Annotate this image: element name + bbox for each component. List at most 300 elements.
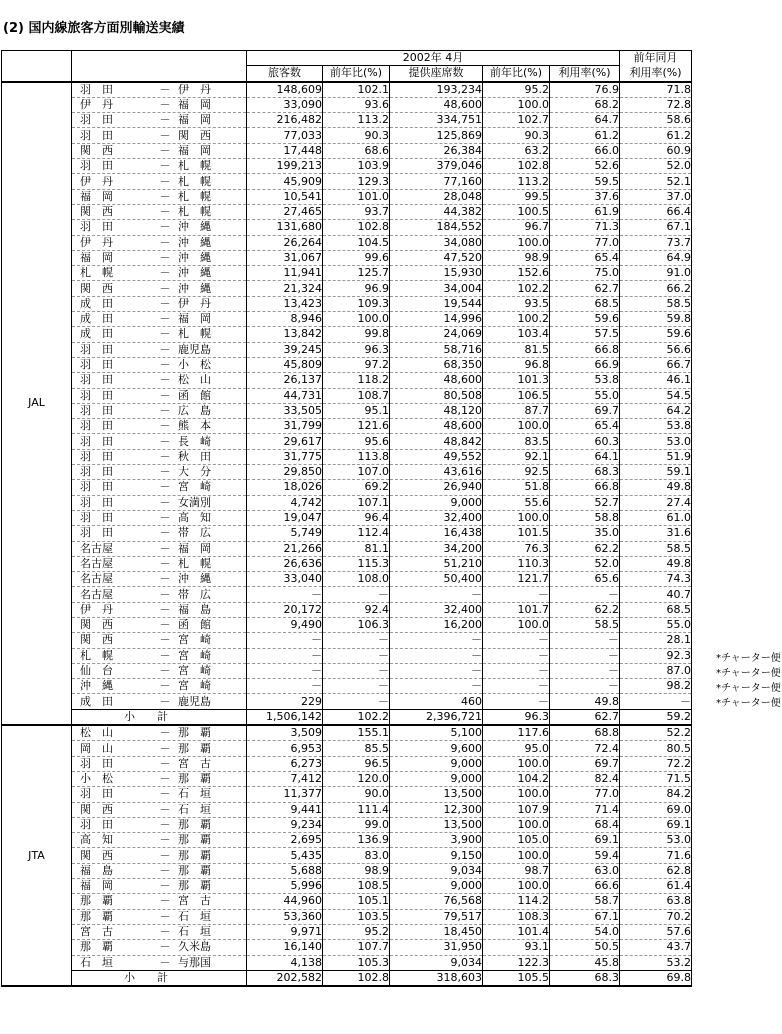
passengers-cell: － — [247, 679, 323, 694]
prev-year-load-cell: 69.0 — [620, 802, 692, 817]
seat-yoy-cell: － — [483, 648, 550, 663]
route — [72, 419, 246, 433]
load-factor-cell: 68.3 — [550, 465, 620, 480]
route-dash: － — [159, 174, 171, 188]
table-row — [2, 602, 692, 617]
passengers-cell: 11,377 — [247, 787, 323, 802]
passenger-yoy-cell: 93.7 — [323, 204, 390, 219]
route-cell — [72, 296, 247, 311]
route-cell — [72, 909, 247, 924]
route-destination: 宮 崎 — [178, 679, 211, 693]
seat-yoy-cell: 100.0 — [483, 787, 550, 802]
load-factor-cell: － — [550, 679, 620, 694]
passenger-yoy-cell: 108.7 — [323, 388, 390, 403]
table-row — [2, 694, 692, 709]
prev-year-load-cell: 59.8 — [620, 312, 692, 327]
charter-note: *チャーター便 — [716, 698, 781, 709]
subtotal-load-factor: 68.3 — [550, 970, 620, 986]
header-prev-year-1: 前年同月 — [620, 51, 692, 66]
seats-cell: 77,160 — [390, 174, 483, 189]
seat-yoy-cell: 101.5 — [483, 526, 550, 541]
route-destination: 石 垣 — [178, 925, 211, 939]
route-dash: － — [159, 358, 171, 372]
prev-year-load-cell: 53.8 — [620, 419, 692, 434]
prev-year-load-cell: 92.3 — [620, 648, 692, 663]
seat-yoy-cell: 93.1 — [483, 940, 550, 955]
table-row — [2, 787, 692, 802]
seats-cell: 9,000 — [390, 495, 483, 510]
subtotal-load-factor: 62.7 — [550, 709, 620, 725]
load-factor-cell: 52.7 — [550, 495, 620, 510]
passenger-yoy-cell: 99.0 — [323, 817, 390, 832]
seat-yoy-cell: 100.0 — [483, 235, 550, 250]
route-destination: 秋 田 — [178, 449, 211, 463]
passenger-yoy-cell: 101.0 — [323, 189, 390, 204]
route-dash: － — [159, 480, 171, 494]
route-origin: 羽 田 — [80, 495, 113, 509]
passengers-cell: － — [247, 663, 323, 678]
route-dash: － — [159, 281, 171, 295]
passenger-yoy-cell: 99.6 — [323, 250, 390, 265]
prev-year-load-cell: 46.1 — [620, 373, 692, 388]
seat-yoy-cell: 104.2 — [483, 771, 550, 786]
passengers-cell: 11,941 — [247, 266, 323, 281]
passengers-cell: 9,490 — [247, 617, 323, 632]
prev-year-load-cell: 84.2 — [620, 787, 692, 802]
route-dash: － — [159, 98, 171, 112]
route-origin: 成 田 — [80, 296, 113, 310]
passenger-yoy-cell: 107.1 — [323, 495, 390, 510]
route — [72, 787, 246, 801]
seats-cell: 193,234 — [390, 82, 483, 98]
seat-yoy-cell: 117.6 — [483, 725, 550, 741]
load-factor-cell: 59.6 — [550, 312, 620, 327]
seat-yoy-cell: 102.2 — [483, 281, 550, 296]
passengers-cell: 26,636 — [247, 556, 323, 571]
passengers-cell: 33,040 — [247, 572, 323, 587]
load-factor-cell: 69.7 — [550, 756, 620, 771]
route-cell — [72, 771, 247, 786]
route-dash: － — [159, 648, 171, 662]
route-destination: 宮 崎 — [178, 633, 211, 647]
airline-cell: JTA — [2, 725, 72, 986]
passenger-yoy-cell: 96.4 — [323, 510, 390, 525]
subtotal-row — [2, 709, 692, 725]
route-dash: － — [159, 787, 171, 801]
load-factor-cell: 59.5 — [550, 174, 620, 189]
subtotal-passenger-yoy: 102.2 — [323, 709, 390, 725]
route-origin: 羽 田 — [80, 756, 113, 770]
passengers-cell: 131,680 — [247, 220, 323, 235]
subtotal-label: 小 計 — [72, 970, 247, 986]
route-origin: 伊 丹 — [80, 602, 113, 616]
load-factor-cell: 69.7 — [550, 403, 620, 418]
route-origin: 羽 田 — [80, 128, 113, 142]
passengers-cell: 29,850 — [247, 465, 323, 480]
route-origin: 羽 田 — [80, 787, 113, 801]
passenger-yoy-cell: 69.2 — [323, 480, 390, 495]
route-origin: 羽 田 — [80, 449, 113, 463]
table-row — [2, 894, 692, 909]
passengers-cell: 45,809 — [247, 357, 323, 372]
load-factor-cell: 64.1 — [550, 449, 620, 464]
route-dash: － — [159, 618, 171, 632]
route — [72, 818, 246, 832]
seats-cell: 48,842 — [390, 434, 483, 449]
load-factor-cell: 68.8 — [550, 725, 620, 741]
prev-year-load-cell: 53.0 — [620, 434, 692, 449]
route-cell — [72, 863, 247, 878]
passengers-cell: － — [247, 633, 323, 648]
passengers-cell: － — [247, 648, 323, 663]
route-cell — [72, 940, 247, 955]
route — [72, 603, 246, 617]
seats-cell: 13,500 — [390, 817, 483, 832]
route-dash: － — [159, 296, 171, 310]
route — [72, 220, 246, 234]
table-row — [2, 648, 692, 663]
route — [72, 726, 246, 740]
route-cell — [72, 159, 247, 174]
passenger-yoy-cell: 121.6 — [323, 419, 390, 434]
route — [72, 679, 246, 693]
transport-table — [1, 50, 692, 987]
subtotal-seats: 2,396,721 — [390, 709, 483, 725]
seat-yoy-cell: 100.2 — [483, 312, 550, 327]
route-origin: 宮 古 — [80, 925, 113, 939]
seat-yoy-cell: 122.3 — [483, 955, 550, 970]
load-factor-cell: 64.7 — [550, 113, 620, 128]
passengers-cell: 31,799 — [247, 419, 323, 434]
seats-cell: 460 — [390, 694, 483, 709]
route-origin: 那 覇 — [80, 909, 113, 923]
prev-year-load-cell: 73.7 — [620, 235, 692, 250]
route — [72, 98, 246, 112]
seats-cell: 5,100 — [390, 725, 483, 741]
prev-year-load-cell: 87.0 — [620, 663, 692, 678]
route-destination: 札 幌 — [178, 189, 211, 203]
route — [72, 159, 246, 173]
passengers-cell: 21,266 — [247, 541, 323, 556]
route-dash: － — [159, 113, 171, 127]
prev-year-load-cell: 52.2 — [620, 725, 692, 741]
seat-yoy-cell: 87.7 — [483, 403, 550, 418]
route-destination: 宮 古 — [178, 756, 211, 770]
route-cell — [72, 879, 247, 894]
route-destination: 札 幌 — [178, 205, 211, 219]
route-dash: － — [159, 266, 171, 280]
seats-cell: 9,034 — [390, 863, 483, 878]
seats-cell: 49,552 — [390, 449, 483, 464]
route-destination: 那 覇 — [178, 863, 211, 877]
route-dash: － — [159, 879, 171, 893]
seat-yoy-cell: 102.8 — [483, 159, 550, 174]
table-row — [2, 863, 692, 878]
route-cell — [72, 833, 247, 848]
route-destination: 長 崎 — [178, 434, 211, 448]
route-destination: 石 垣 — [178, 787, 211, 801]
subtotal-seats: 318,603 — [390, 970, 483, 986]
route — [72, 496, 246, 510]
seat-yoy-cell: 100.0 — [483, 848, 550, 863]
passengers-cell: 21,324 — [247, 281, 323, 296]
route-dash: － — [159, 833, 171, 847]
route-origin: 羽 田 — [80, 388, 113, 402]
prev-year-load-cell: 40.7 — [620, 587, 692, 602]
route — [72, 465, 246, 479]
route-dash: － — [159, 741, 171, 755]
charter-note: *チャーター便 — [716, 653, 781, 664]
subtotal-label: 小 計 — [72, 709, 247, 725]
passengers-cell: 7,412 — [247, 771, 323, 786]
seats-cell: － — [390, 663, 483, 678]
prev-year-load-cell: 37.0 — [620, 189, 692, 204]
seats-cell: 47,520 — [390, 250, 483, 265]
passenger-yoy-cell: 136.9 — [323, 833, 390, 848]
route-dash: － — [159, 602, 171, 616]
route-origin: 福 岡 — [80, 879, 113, 893]
seat-yoy-cell: 100.0 — [483, 817, 550, 832]
seats-cell: 48,600 — [390, 97, 483, 112]
passenger-yoy-cell: 96.9 — [323, 281, 390, 296]
load-factor-cell: 60.3 — [550, 434, 620, 449]
load-factor-cell: 63.0 — [550, 863, 620, 878]
prev-year-load-cell: 74.3 — [620, 572, 692, 587]
seat-yoy-cell: 100.0 — [483, 97, 550, 112]
seats-cell: 9,034 — [390, 955, 483, 970]
passenger-yoy-cell: 99.8 — [323, 327, 390, 342]
route — [72, 113, 246, 127]
passenger-yoy-cell: － — [323, 587, 390, 602]
load-factor-cell: 52.0 — [550, 556, 620, 571]
prev-year-load-cell: 58.5 — [620, 541, 692, 556]
passengers-cell: 44,960 — [247, 894, 323, 909]
seats-cell: 24,069 — [390, 327, 483, 342]
seat-yoy-cell: 55.6 — [483, 495, 550, 510]
route-destination: 函 館 — [178, 618, 211, 632]
seat-yoy-cell: － — [483, 694, 550, 709]
route-destination: 帯 広 — [178, 587, 211, 601]
passengers-cell: 33,090 — [247, 97, 323, 112]
route-cell — [72, 787, 247, 802]
route — [72, 282, 246, 296]
seat-yoy-cell: 99.5 — [483, 189, 550, 204]
load-factor-cell: 52.6 — [550, 159, 620, 174]
passenger-yoy-cell: 105.3 — [323, 955, 390, 970]
prev-year-load-cell: 71.8 — [620, 82, 692, 98]
route — [72, 297, 246, 311]
passenger-yoy-cell: 96.3 — [323, 342, 390, 357]
load-factor-cell: 66.8 — [550, 342, 620, 357]
passenger-yoy-cell: 95.1 — [323, 403, 390, 418]
table-row — [2, 204, 692, 219]
passenger-yoy-cell: 113.8 — [323, 449, 390, 464]
route — [72, 312, 246, 326]
route-destination: 伊 丹 — [178, 296, 211, 310]
route-cell — [72, 510, 247, 525]
route-origin: 羽 田 — [80, 526, 113, 540]
seats-cell: － — [390, 648, 483, 663]
header-seat-yoy: 前年比(%) — [483, 66, 550, 82]
passengers-cell: 44,731 — [247, 388, 323, 403]
table-row — [2, 541, 692, 556]
passengers-cell: 53,360 — [247, 909, 323, 924]
route-dash: － — [159, 694, 171, 708]
passenger-yoy-cell: 93.6 — [323, 97, 390, 112]
route-destination: 福 島 — [178, 602, 211, 616]
seats-cell: 32,400 — [390, 602, 483, 617]
seats-cell: 26,384 — [390, 143, 483, 158]
load-factor-cell: 59.4 — [550, 848, 620, 863]
table-row — [2, 924, 692, 939]
seat-yoy-cell: 100.0 — [483, 756, 550, 771]
route-destination: 鹿児島 — [178, 342, 211, 356]
route-dash: － — [159, 419, 171, 433]
route-dash: － — [159, 312, 171, 326]
load-factor-cell: 58.5 — [550, 617, 620, 632]
route-destination: 伊 丹 — [178, 82, 211, 96]
route-dash: － — [159, 679, 171, 693]
prev-year-load-cell: 80.5 — [620, 741, 692, 756]
route-origin: 羽 田 — [80, 159, 113, 173]
load-factor-cell: 67.1 — [550, 909, 620, 924]
route-cell — [72, 403, 247, 418]
load-factor-cell: 61.2 — [550, 128, 620, 143]
table-row — [2, 342, 692, 357]
seat-yoy-cell: 95.2 — [483, 82, 550, 98]
prev-year-load-cell: 62.8 — [620, 863, 692, 878]
subtotal-seat-yoy: 105.5 — [483, 970, 550, 986]
route-cell — [72, 312, 247, 327]
seat-yoy-cell: 100.0 — [483, 617, 550, 632]
table-row — [2, 128, 692, 143]
table-row — [2, 465, 692, 480]
load-factor-cell: 66.0 — [550, 143, 620, 158]
route-dash: － — [159, 909, 171, 923]
route — [72, 649, 246, 663]
route — [72, 343, 246, 357]
route-destination: 沖 縄 — [178, 281, 211, 295]
passenger-yoy-cell: 90.0 — [323, 787, 390, 802]
route — [72, 742, 246, 756]
seats-cell: 43,616 — [390, 465, 483, 480]
load-factor-cell: 61.9 — [550, 204, 620, 219]
route-cell — [72, 250, 247, 265]
prev-year-load-cell: 52.1 — [620, 174, 692, 189]
seats-cell: 80,508 — [390, 388, 483, 403]
header-load-factor: 利用率(%) — [550, 66, 620, 82]
seat-yoy-cell: 152.6 — [483, 266, 550, 281]
route — [72, 190, 246, 204]
subtotal-prev-year-load: 69.8 — [620, 970, 692, 986]
route-dash: － — [159, 863, 171, 877]
seats-cell: 48,120 — [390, 403, 483, 418]
route-origin: 那 覇 — [80, 940, 113, 954]
seat-yoy-cell: 121.7 — [483, 572, 550, 587]
seat-yoy-cell: 93.5 — [483, 296, 550, 311]
passenger-yoy-cell: 111.4 — [323, 802, 390, 817]
route-dash: － — [159, 817, 171, 831]
route-destination: 久米島 — [178, 940, 211, 954]
table-row — [2, 817, 692, 832]
seats-cell: 32,400 — [390, 510, 483, 525]
passengers-cell: 16,140 — [247, 940, 323, 955]
route-cell — [72, 480, 247, 495]
route-destination: 福 岡 — [178, 143, 211, 157]
route-origin: 羽 田 — [80, 358, 113, 372]
prev-year-load-cell: 53.0 — [620, 833, 692, 848]
passengers-cell: 9,971 — [247, 924, 323, 939]
passengers-cell: 77,033 — [247, 128, 323, 143]
passengers-cell: 4,138 — [247, 955, 323, 970]
load-factor-cell: 55.0 — [550, 388, 620, 403]
route-cell — [72, 266, 247, 281]
route-destination: 福 岡 — [178, 113, 211, 127]
passengers-cell: 199,213 — [247, 159, 323, 174]
route — [72, 956, 246, 970]
load-factor-cell: 65.6 — [550, 572, 620, 587]
route-origin: 羽 田 — [80, 465, 113, 479]
table-row — [2, 174, 692, 189]
route-origin: 伊 丹 — [80, 98, 113, 112]
table-row — [2, 587, 692, 602]
route-dash: － — [159, 205, 171, 219]
route-cell — [72, 281, 247, 296]
passenger-yoy-cell: 108.5 — [323, 879, 390, 894]
prev-year-load-cell: 53.2 — [620, 955, 692, 970]
seats-cell: 12,300 — [390, 802, 483, 817]
passengers-cell: 6,273 — [247, 756, 323, 771]
table-row — [2, 434, 692, 449]
route-cell — [72, 741, 247, 756]
route-destination: 福 岡 — [178, 541, 211, 555]
route — [72, 557, 246, 571]
route-cell — [72, 679, 247, 694]
table-row — [2, 725, 692, 741]
route-dash: － — [159, 220, 171, 234]
route-origin: 羽 田 — [80, 511, 113, 525]
seat-yoy-cell: 100.0 — [483, 879, 550, 894]
route-cell — [72, 633, 247, 648]
route-dash: － — [159, 848, 171, 862]
table-row — [2, 679, 692, 694]
passenger-yoy-cell: 90.3 — [323, 128, 390, 143]
seat-yoy-cell: 90.3 — [483, 128, 550, 143]
route-destination: 石 垣 — [178, 909, 211, 923]
route-origin: 成 田 — [80, 694, 113, 708]
passengers-cell: 31,067 — [247, 250, 323, 265]
table-row — [2, 572, 692, 587]
route-cell — [72, 541, 247, 556]
route — [72, 588, 246, 602]
prev-year-load-cell: 59.1 — [620, 465, 692, 480]
prev-year-load-cell: 71.6 — [620, 848, 692, 863]
load-factor-cell: 68.4 — [550, 817, 620, 832]
passenger-yoy-cell: 102.1 — [323, 82, 390, 98]
prev-year-load-cell: 66.4 — [620, 204, 692, 219]
table-header — [2, 51, 692, 82]
passenger-yoy-cell: 81.1 — [323, 541, 390, 556]
table-row — [2, 97, 692, 112]
passenger-yoy-cell: 100.0 — [323, 312, 390, 327]
load-factor-cell: 71.4 — [550, 802, 620, 817]
route-cell — [72, 465, 247, 480]
passengers-cell: 17,448 — [247, 143, 323, 158]
passenger-yoy-cell: 102.8 — [323, 220, 390, 235]
route — [72, 327, 246, 341]
route-origin: 羽 田 — [80, 113, 113, 127]
passengers-cell: 13,423 — [247, 296, 323, 311]
